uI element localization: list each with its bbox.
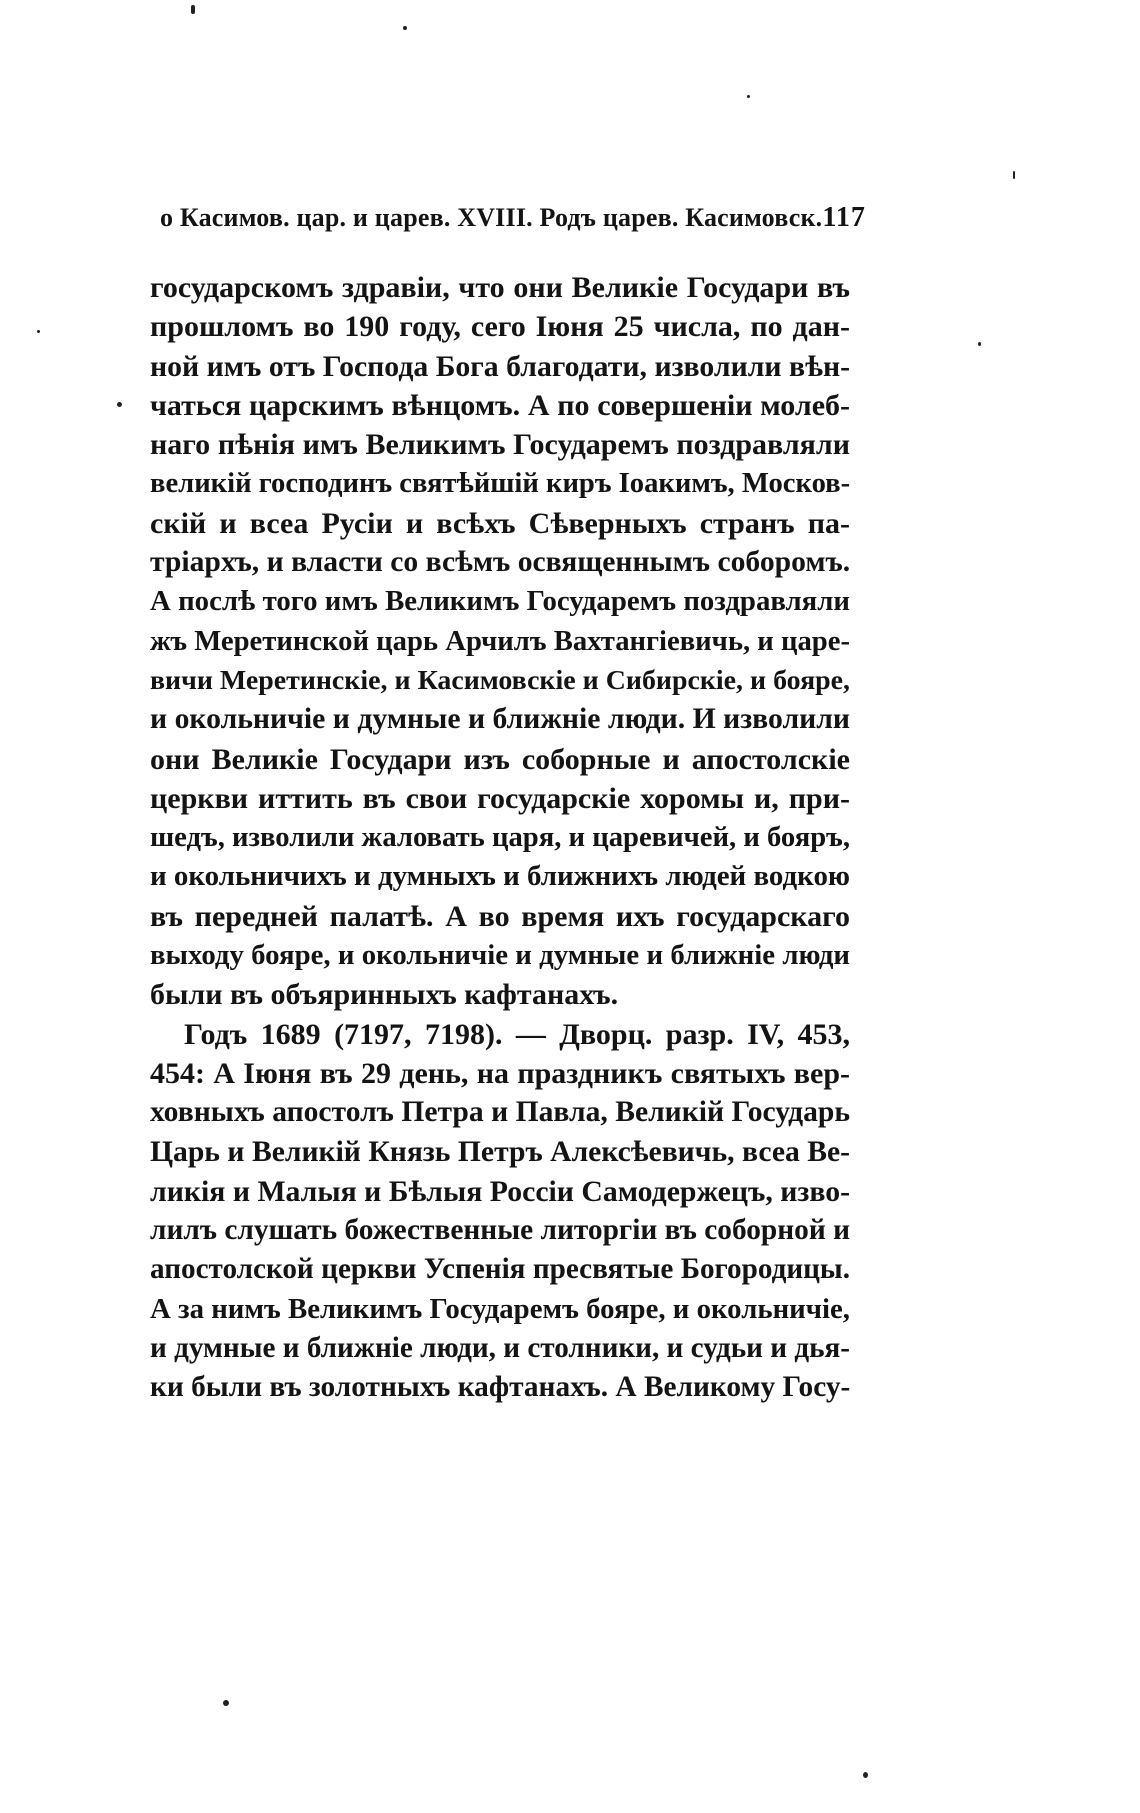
running-header [160, 202, 866, 242]
text-line: въ передней палатѣ. А во время ихъ государскаго [150, 899, 850, 933]
text-line: шедъ, изволили жаловать царя, и царевичей, и бояръ, [150, 821, 850, 854]
text-line: и окольничихъ и думныхъ и ближнихъ людей водкою [150, 860, 850, 893]
text-line: и окольничіе и думные и ближніе люди. И изволили [150, 703, 850, 736]
scan-speck [403, 26, 407, 30]
text-line: они Великіе Государи изъ соборные и апостолскіе [150, 742, 850, 776]
text-line: Годъ 1689 (7197, 7198). — Дворц. разр. IV, 453, [184, 1017, 850, 1051]
text-line: наго пѣнія имъ Великимъ Государемъ поздравляли [150, 428, 850, 462]
scan-speck [37, 330, 40, 333]
text-line: Царь и Великій Князь Петръ Алексѣевичь, всеа Ве- [150, 1135, 850, 1168]
text-line: ной имъ отъ Господа Бога благодати, изволили вѣн- [150, 349, 850, 383]
text-line: вичи Меретинскіе, и Касимовскіе и Сибирскіе, и бояре, [150, 664, 850, 696]
scan-speck [747, 95, 750, 98]
text-line: ки были въ золотныхъ кафтанахъ. А Великому Госу- [150, 1371, 851, 1404]
text-line: и думные и ближніе люди, и столники, и судьи и дья- [150, 1332, 850, 1365]
scan-speck [978, 342, 981, 346]
text-line: тріархъ, и власти со всѣмъ освященнымъ соборомъ. [150, 546, 851, 579]
text-line: 454: А Іюня въ 29 день, на праздникъ святыхъ вер- [150, 1056, 850, 1090]
text-line: апостолской церкви Успенія пресвятые Богородицы. [150, 1253, 850, 1286]
scan-speck [191, 5, 195, 14]
scan-speck [863, 1772, 868, 1778]
scan-speck [1013, 171, 1015, 179]
page-number: 117 [822, 202, 866, 233]
text-line: были въ объяринныхъ кафтанахъ. [150, 978, 619, 1012]
body-text [150, 268, 850, 1408]
text-line: А за нимъ Великимъ Государемъ бояре, и окольничіе, [150, 1292, 850, 1325]
text-line: ликія и Малыя и Бѣлыя Россіи Самодержецъ, изво- [150, 1174, 850, 1208]
text-line: государскомъ здравіи, что они Великіе Государи въ [150, 271, 850, 304]
text-line: церкви иттить въ свои государскіе хоромы и, при- [150, 781, 850, 815]
text-line: ховныхъ апостолъ Петра и Павла, Великій Государь [150, 1096, 850, 1129]
text-line: великій господинъ святѣйшій киръ Іоакимъ, Москов- [150, 468, 851, 500]
text-line: скій и всеа Русіи и всѣхъ Сѣверныхъ странъ па- [150, 506, 850, 540]
text-line: жъ Меретинской царь Арчилъ Вахтангіевичь, и царе- [150, 624, 850, 657]
text-line: лилъ слушать божественные литоргіи въ соборной и [150, 1214, 851, 1247]
text-line: прошломъ во 190 году, сего Іюня 25 числа, по дан- [150, 310, 850, 344]
header-title: о Касимов. цар. и царев. XVIII. Родъ царев. Касимовск. [160, 203, 823, 232]
scan-speck [117, 402, 122, 407]
text-line: выходу бояре, и окольничіе и думные и ближніе люди [150, 939, 850, 972]
text-line: чаться царскимъ вѣнцомъ. А по совершеніи молеб- [150, 388, 850, 422]
text-line: А послѣ того имъ Великимъ Государемъ поздравляли [150, 585, 850, 618]
scan-speck [223, 1700, 229, 1706]
